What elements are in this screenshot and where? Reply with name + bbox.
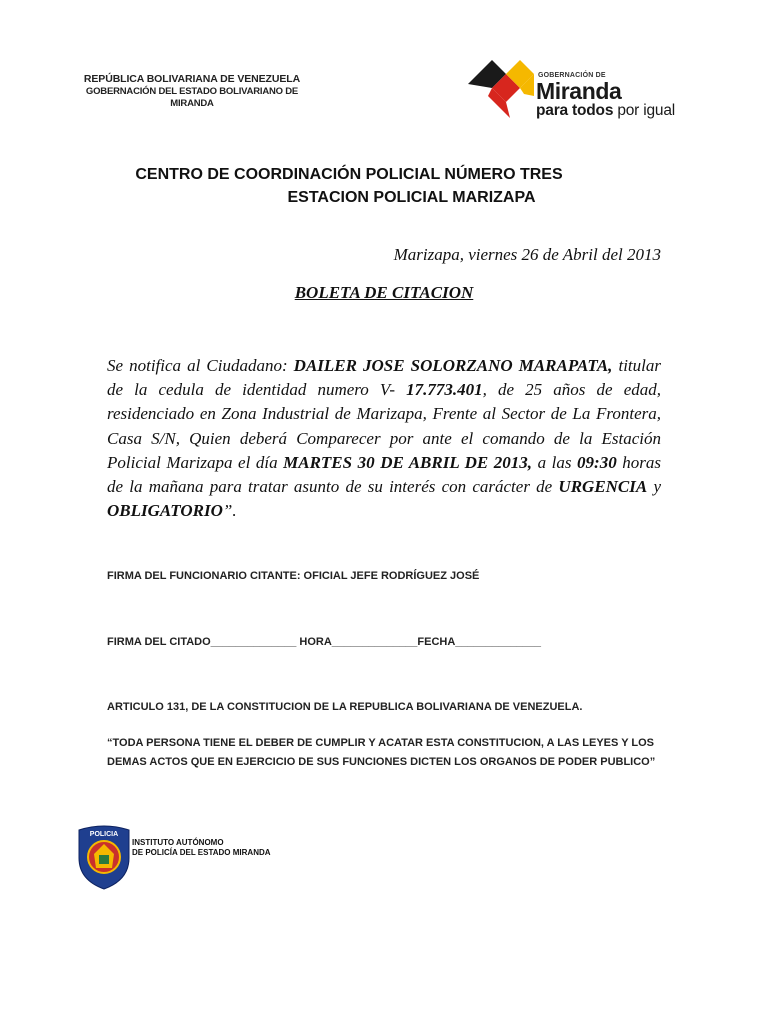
body-text: titular de la cedula de identidad numero V-: [107, 356, 661, 400]
body-text: horas de la mañana para tratar asunto de su interés con carácter de: [107, 452, 661, 497]
body-text: Se notifica al Ciudadano:: [107, 356, 294, 375]
governorship-line: GOBERNACIÓN DEL ESTADO BOLIVARIANO DE MIRANDA: [85, 86, 299, 109]
logo-tag-rest: por igual: [613, 102, 675, 119]
appointment-date: MARTES 30 DE ABRIL DE 2013,: [283, 452, 533, 472]
station-title: ESTACION POLICIAL MARIZAPA: [287, 189, 536, 206]
institute-line-1: INSTITUTO AUTÓNOMO: [132, 838, 224, 847]
logo-small-text: GOBERNACIÓN DE: [538, 72, 606, 79]
article-reference: ARTICULO 131, DE LA CONSTITUCION DE LA REPUBLICA BOLIVARIANA DE VENEZUELA.: [107, 701, 583, 713]
officer-signature-line: FIRMA DEL FUNCIONARIO CITANTE: OFICIAL JEFE RODRÍGUEZ JOSÉ: [107, 570, 480, 582]
document-title: BOLETA DE CITACION: [294, 283, 474, 302]
body-text: ”.: [222, 501, 237, 521]
police-shield-icon: [76, 824, 132, 890]
citizen-name: DAILER JOSE SOLORZANO MARAPATA,: [293, 356, 613, 375]
urgency-word: URGENCIA: [558, 477, 648, 497]
appointment-time: 09:30: [577, 452, 617, 472]
logo-tag-bold: para todos: [536, 102, 614, 119]
body-text: y: [647, 477, 661, 497]
police-badge: [76, 824, 132, 890]
institute-name: [132, 838, 271, 857]
notice-body: [107, 354, 661, 523]
badge-text: POLICIA: [89, 831, 119, 838]
dateline: Marizapa, viernes 26 de Abril del 2013: [393, 245, 661, 264]
id-number: 17.773.401: [406, 380, 483, 400]
republic-line: REPÚBLICA BOLIVARIANA DE VENEZUELA: [83, 73, 301, 85]
institute-line-2: DE POLICÍA DEL ESTADO MIRANDA: [132, 847, 271, 857]
citizen-signature-line: FIRMA DEL CITADO______________ HORA______________FECHA______________: [107, 636, 541, 648]
mandatory-word: OBLIGATORIO: [107, 501, 223, 521]
logo-tagline: [536, 102, 675, 120]
body-text: a las: [532, 452, 578, 472]
header-left: [74, 72, 310, 110]
article-quote: “TODA PERSONA TIENE EL DEBER DE CUMPLIR Y ACATAR ESTA CONSTITUCION, A LAS LEYES Y LOS DEMAS ACTOS QUE EN EJERCICIO DE SUS FUNCIONES DICTEN LOS ORGANOS DE PODER PUBLICO”: [107, 737, 656, 768]
miranda-logo: [466, 56, 706, 122]
miranda-arrow-icon: [466, 56, 536, 122]
logo-name: Miranda: [536, 78, 622, 104]
body-text: , de 25 años de edad, residenciado en Zona Industrial de Marizapa, Frente al Sector de La Frontera, Casa S/N, Quien deberá Comparecer por ante el comando de la Estación Policial Marizapa el día: [107, 380, 661, 472]
center-title: CENTRO DE COORDINACIÓN POLICIAL NÚMERO TRES: [135, 166, 563, 183]
